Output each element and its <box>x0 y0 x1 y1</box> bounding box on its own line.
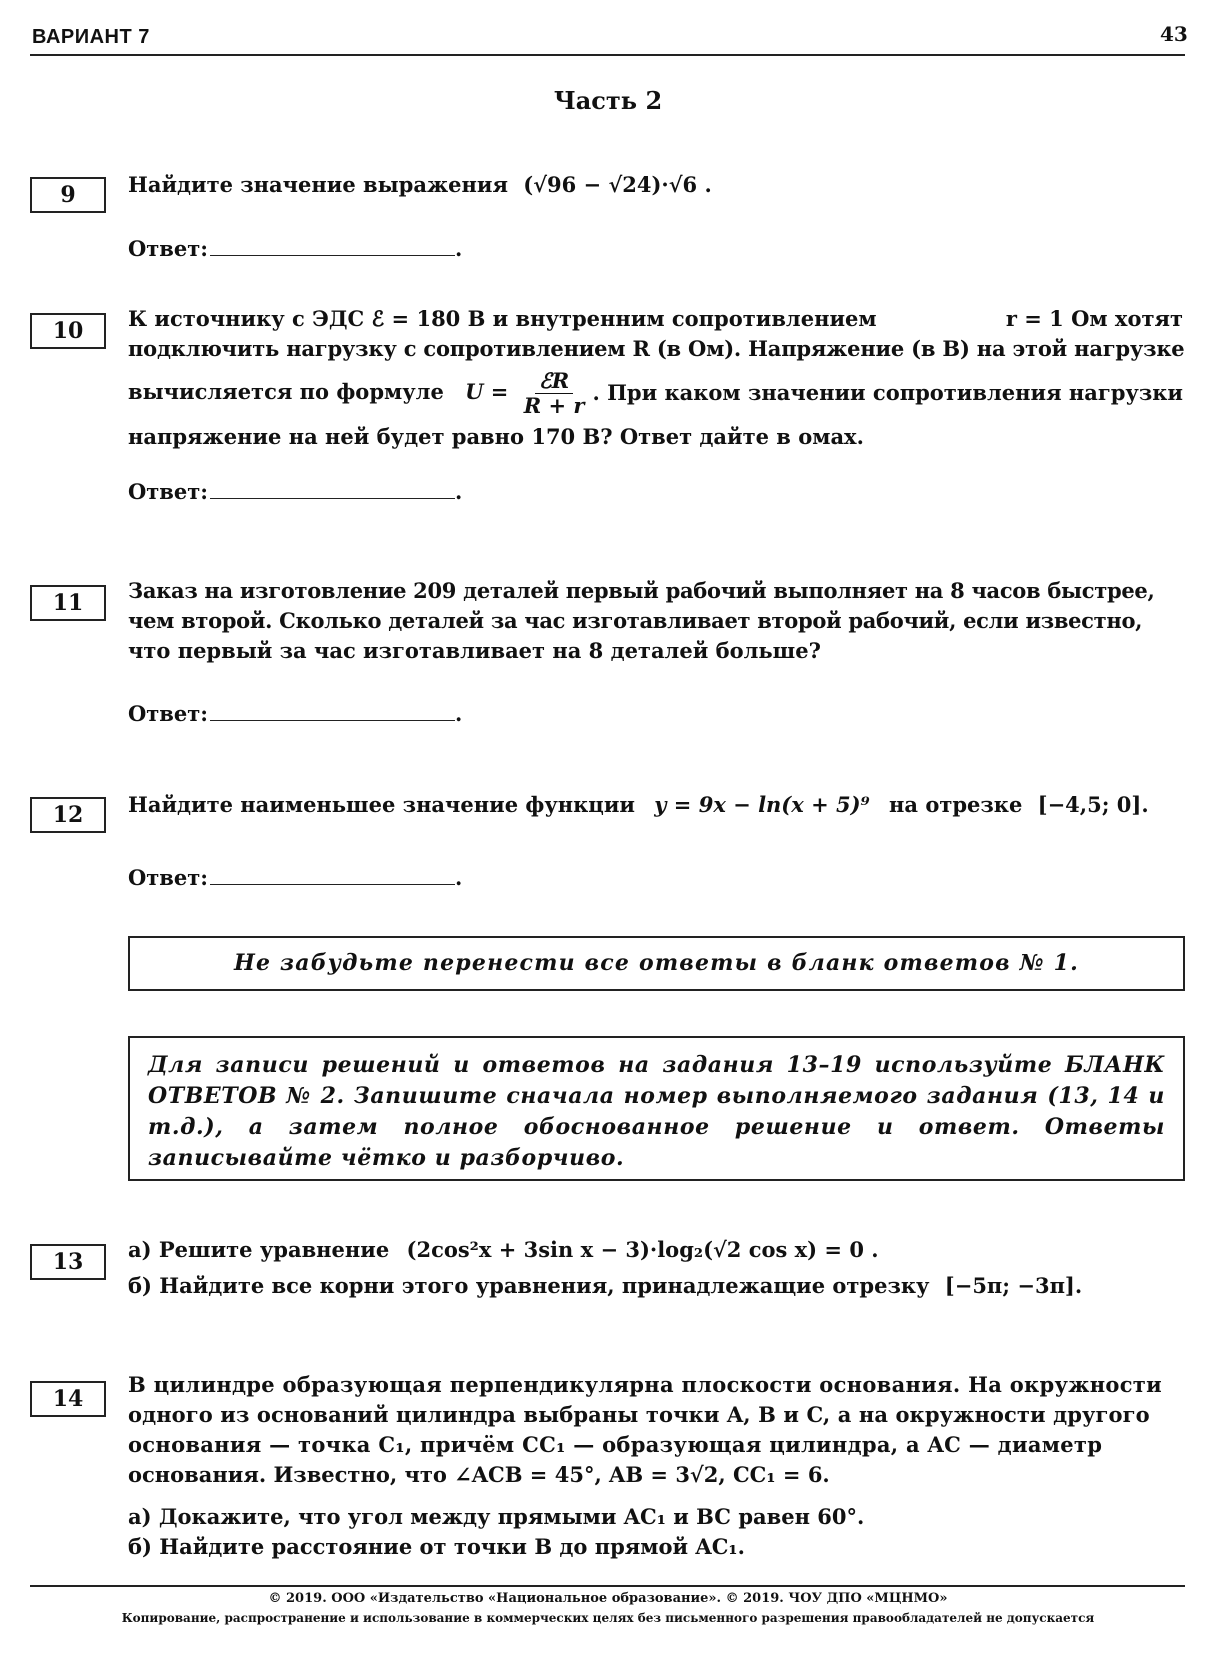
task-10-text <box>128 304 1183 452</box>
task-11-line3: что первый за час изготавливает на 8 деталей больше? <box>128 638 821 663</box>
answer-blank[interactable] <box>210 478 455 499</box>
task-13-part-a: а) Решите уравнение <box>128 1237 390 1262</box>
task-13-text <box>128 1235 1183 1301</box>
task-10-line4: напряжение на ней будет равно 170 В? Ответ дайте в омах. <box>128 424 864 449</box>
task-number-12: 12 <box>30 797 106 833</box>
task-number-11: 11 <box>30 585 106 621</box>
task-12-text <box>128 790 1183 820</box>
task-12-answer[interactable]: Ответ: . <box>128 865 463 890</box>
task-10-line1a: К источнику с ЭДС ℰ = 180 В и внутренним сопротивлением <box>128 306 877 331</box>
task-13-equation: (2cos²x + 3sin x − 3)·log₂(√2 cos x) = 0 . <box>406 1237 879 1262</box>
task-number-9: 9 <box>30 177 106 213</box>
task-14-line3: основания — точка C₁, причём CC₁ — образующая цилиндра, а AC — диаметр <box>128 1432 1103 1457</box>
task-14-line2: одного из оснований цилиндра выбраны точки A, B и C, а на окружности другого <box>128 1402 1150 1427</box>
formula-fraction <box>520 369 589 418</box>
task-9-prompt: Найдите значение выражения <box>128 172 508 197</box>
task-14-line1: В цилиндре образующая перпендикулярна плоскости основания. На окружности <box>128 1372 1162 1397</box>
formula-lhs: U = <box>465 378 509 404</box>
task-14-text <box>128 1370 1183 1562</box>
answer-label: Ответ: <box>128 479 209 504</box>
header-rule <box>30 54 1185 56</box>
task-11-line2: чем второй. Сколько деталей за час изготавливает второй рабочий, если известно, <box>128 608 1143 633</box>
footer-rule <box>30 1585 1185 1587</box>
task-12-on-segment: на отрезке <box>889 792 1023 817</box>
task-11-text <box>128 576 1183 666</box>
task-11-answer[interactable]: Ответ: . <box>128 701 463 726</box>
task-12-function: y = 9x − ln(x + 5)⁹ <box>654 792 870 817</box>
task-number-10: 10 <box>30 313 106 349</box>
footer-rights-notice: Копирование, распространение и использование в коммерческих целях без письменного разрешения правообладателей не допускается <box>121 1611 1095 1625</box>
answer-label: Ответ: <box>128 701 209 726</box>
task-number-13: 13 <box>30 1244 106 1280</box>
task-10-line3a: вычисляется по формуле <box>128 378 444 404</box>
task-10-line1b: r = 1 Ом хотят <box>1005 306 1183 331</box>
page-number: 43 <box>1160 22 1188 46</box>
answer-blank[interactable] <box>210 700 455 721</box>
task-10-line2: подключить нагрузку с сопротивлением R (в Ом). Напряжение (в В) на этой нагрузке <box>128 336 1185 361</box>
task-9-text <box>128 170 1183 200</box>
answer-blank[interactable] <box>210 864 455 885</box>
formula-numerator: ℰR <box>535 369 573 394</box>
task-10-answer[interactable]: Ответ: . <box>128 479 463 504</box>
formula-denominator: R + r <box>523 392 585 418</box>
task-12-prompt: Найдите наименьшее значение функции <box>128 792 635 817</box>
answer-label: Ответ: <box>128 865 209 890</box>
task-13-interval: [−5π; −3π]. <box>944 1273 1083 1298</box>
task-number-14: 14 <box>30 1381 106 1417</box>
footer-copyright: © 2019. ООО «Издательство «Национальное образование». © 2019. ЧОУ ДПО «МЦНМО» <box>268 1591 948 1606</box>
variant-label: ВАРИАНТ 7 <box>32 26 150 48</box>
answer-blank[interactable] <box>210 235 455 256</box>
task-13-part-b: б) Найдите все корни этого уравнения, принадлежащие отрезку <box>128 1273 930 1298</box>
task-14-part-a: а) Докажите, что угол между прямыми AC₁ и BC равен 60°. <box>128 1504 865 1529</box>
task-9-expression: (√96 − √24)·√6 . <box>523 172 712 197</box>
answer-form-2-instructions: Для записи решений и ответов на задания 13–19 используйте БЛАНК ОТВЕТОВ № 2. Запишите сначала номер выполняемого задания (13, 14 и т.д.), а затем полное обоснованное решение и ответ. Ответы записывайте чётко и разборчиво. <box>128 1036 1185 1181</box>
answer-label: Ответ: <box>128 236 209 261</box>
task-11-line1: Заказ на изготовление 209 деталей первый рабочий выполняет на 8 часов быстрее, <box>128 578 1155 603</box>
transfer-answers-notice: Не забудьте перенести все ответы в бланк ответов № 1. <box>128 936 1185 991</box>
task-9-answer[interactable]: Ответ: . <box>128 236 463 261</box>
task-12-interval: [−4,5; 0]. <box>1037 792 1149 817</box>
task-10-line3b: . При каком значении сопротивления нагрузки <box>592 380 1184 405</box>
task-14-line4: основания. Известно, что ∠ACB = 45°, AB = 3√2, CC₁ = 6. <box>128 1462 830 1487</box>
part-title: Часть 2 <box>553 86 663 115</box>
task-14-part-b: б) Найдите расстояние от точки B до прямой AC₁. <box>128 1534 745 1559</box>
